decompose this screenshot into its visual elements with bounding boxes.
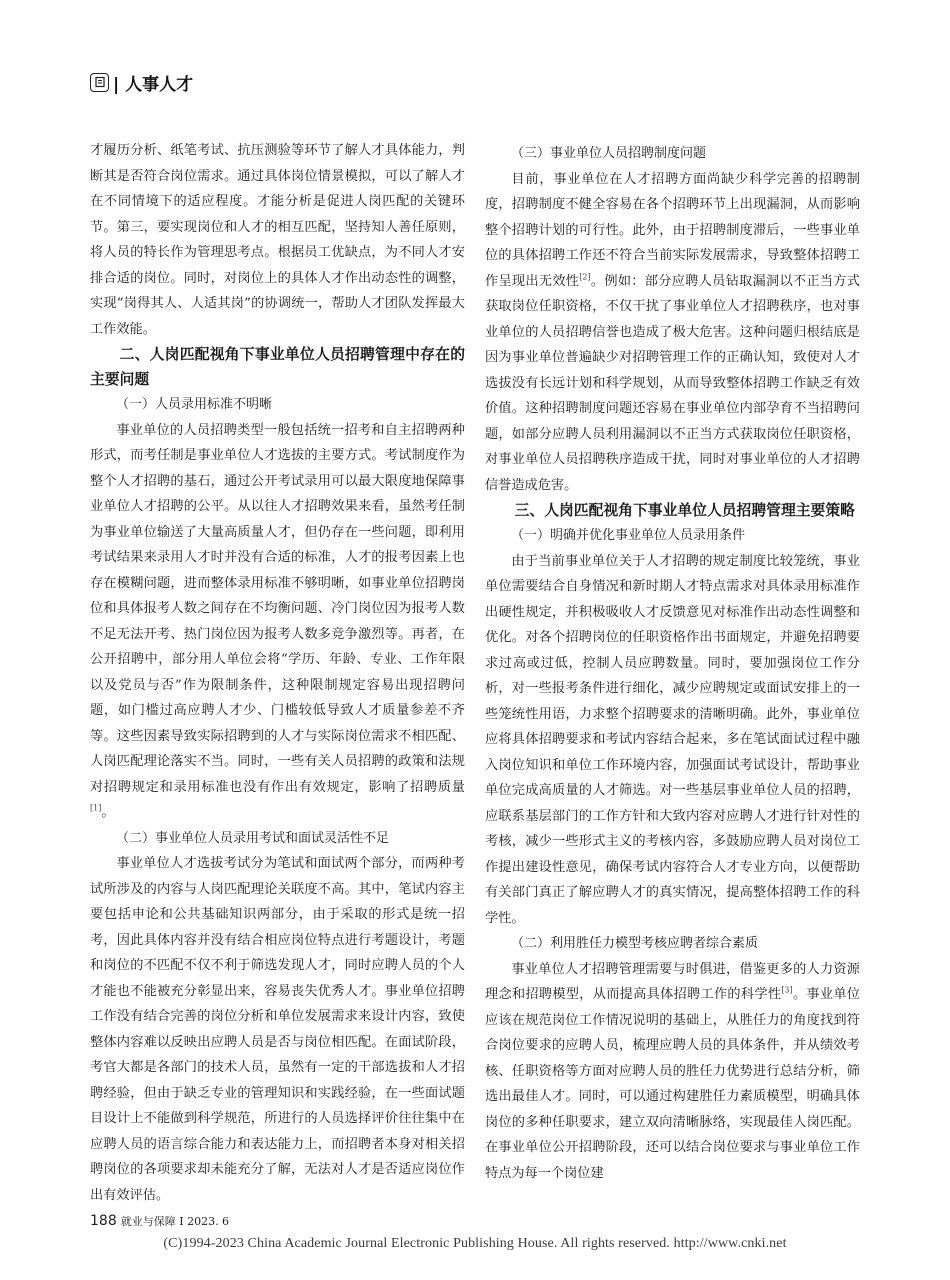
- subsection-heading: （二）利用胜任力模型考核应聘者综合素质: [511, 936, 759, 951]
- right-column: [485, 141, 860, 1186]
- subsection-heading: （一）明确并优化事业单位人员录用条件: [511, 528, 746, 543]
- paragraph: 才履历分析、纸笔考试、抗压测验等环节了解人才具体能力，判断其是否符合岗位需求。通过具体岗位情景模拟，可以了解人才在不同情境下的适应程度。才能分析是促进人岗匹配的关键环节。第三，要实现岗位和人才的相互匹配，坚持知人善任原则，将人员的特长作为管理思考点。根据员工优缺点，为不同人才安排合适的岗位。同时，对岗位上的具体人才作出动态性的调整，实现“岗得其人、人适其岗”的协调统一，帮助人才团队发挥最大工作效能。: [90, 143, 465, 337]
- section-heading: 二、人岗匹配视角下事业单位人员招聘管理中存在的主要问题: [90, 346, 465, 388]
- copyright-notice: (C)1994-2023 China Academic Journal Electronic Publishing House. All rights reserved. http://www.cnki.net: [163, 1236, 787, 1251]
- subsection-heading: （二）事业单位人员录用考试和面试灵活性不足: [116, 830, 390, 846]
- left-column: [90, 138, 465, 1208]
- section-heading: 三、人岗匹配视角下事业单位人员招聘管理主要策略: [514, 502, 855, 519]
- paragraph: 目前，事业单位在人才招聘方面尚缺少科学完善的招聘制度，招聘制度不健全容易在各个招聘环节上出现漏洞，从而影响整个招聘计划的可行性。此外，由于招聘制度滞后，一些事业单位的具体招聘工作还不符合当前实际发展需求，导致整体招聘工作呈现出无效性[2]。例如：部分应聘人员钻取漏洞以不正当方式获取岗位任职资格，不仅干扰了事业单位人才招聘秩序，也对事业单位的人员招聘信誉也造成了极大危害。这种问题归根结底是因为事业单位普遍缺少对招聘管理工作的正确认知，致使对人才选拔没有长远计划和科学规划，从而导致整体招聘工作缺乏有效价值。这种招聘制度问题还容易在事业单位内部孕育不当招聘问题，如部分应聘人员利用漏洞以不正当方式获取岗位任职资格，对事业单位人员招聘秩序造成干扰，同时对事业单位的人才招聘信誉造成危害。: [485, 171, 860, 493]
- citation: [3]: [781, 985, 793, 995]
- section-title: | 人事人才: [113, 74, 194, 95]
- citation: [1]: [90, 803, 102, 813]
- page-header: [90, 70, 193, 94]
- paragraph: 事业单位的人员招聘类型一般包括统一招考和自主招聘两种形式，而考任制是事业单位人才选拔的主要方式。考试制度作为整个人才招聘的基石，通过公开考试录用可以最大限度地保障事业单位人才招聘的公平。从以往人才招聘效果来看，虽然考任制为事业单位输送了大量高质量人才，但仍存在一些问题，即利用考试结果来录用人才时并没有合适的标准，人才的报考因素上也存在模糊问题，进而整体录用标准不够明晰，如事业单位招聘岗位和具体报考人数之间存在不均衡问题、冷门岗位因为报考人数不足无法开考、热门岗位因为报考人数多竞争激烈等。再者，在公开招聘中，部分用人单位会将“学历、年龄、专业、工作年限以及党员与否”作为限制条件，这种限制规定容易出现招聘问题，如门槛过高应聘人才少、门槛较低导致人才质量参差不齐等。这些因素导致实际招聘到的人才与实际岗位需求不相匹配、人岗匹配理论落实不当。同时，一些有关人员招聘的政策和法规对招聘规定和录用标准也没有作出有效规定，影响了招聘质量[1]。: [90, 422, 465, 820]
- journal-issue: 就业与保障 I 2023. 6: [120, 1215, 230, 1228]
- paragraph: 事业单位人才招聘管理需要与时俱进，借鉴更多的人力资源理念和招聘模型，从而提高具体招聘工作的科学性[3]。事业单位应该在规范岗位工作情况说明的基础上，从胜任力的角度找到符合岗位要求的应聘人员，梳理应聘人员的具体条件，并从绩效考核、任职资格等方面对应聘人员的胜任力优势进行总结分析，筛选出最佳人才。同时，可以通过构建胜任力素质模型，明确具体岗位的多种任职要求，建立双向清晰脉络，实现最佳人岗匹配。在事业单位公开招聘阶段，还可以结合岗位要求与事业单位工作特点为每一个岗位建: [485, 961, 860, 1181]
- page-number: 188: [90, 1213, 117, 1229]
- journal-logo-icon: [90, 73, 109, 92]
- subsection-heading: （三）事业单位人员招聘制度问题: [511, 146, 707, 161]
- paragraph: 事业单位人才选拔考试分为笔试和面试两个部分，而两种考试所涉及的内容与人岗匹配理论关联度不高。其中，笔试内容主要包括申论和公共基础知识两部分，由于采取的形式是统一招考，因此具体内容并没有结合相应岗位特点进行考题设计，考题和岗位的不匹配不仅不利于筛选发现人才，同时应聘人员的个人才能也不能被充分彰显出来，容易丧失优秀人才。事业单位招聘工作没有结合完善的岗位分析和单位发展需求来设计内容，致使整体内容难以反映出应聘人员是否与岗位相匹配。在面试阶段，考官大都是各部门的技术人员，虽然有一定的干部选拔和人才招聘经验，但由于缺乏专业的管理知识和实践经验，在一些面试题目设计上不能做到科学规范，所进行的人员选择评价往往集中在应聘人员的语言综合能力和表达能力上，而招聘者本身对相关招聘岗位的各项要求却未能充分了解，无法对人才是否适应岗位作出有效评估。: [90, 856, 465, 1203]
- citation: [2]: [579, 272, 591, 282]
- page-footer: [90, 1213, 229, 1229]
- subsection-heading: （一）人员录用标准不明晰: [116, 397, 273, 412]
- paragraph: 由于当前事业单位关于人才招聘的规定制度比较笼统，事业单位需要结合自身情况和新时期人才特点需求对具体录用标准作出硬性规定，并积极吸收人才反馈意见对标准作出动态性调整和优化。对各个招聘岗位的任职资格作出书面规定，并避免招聘要求过高或过低，控制人员应聘数量。同时，要加强岗位工作分析，对一些报考条件进行细化，减少应聘规定或面试安排上的一些笼统性用语，力求整个招聘要求的清晰明确。此外，事业单位应将具体招聘要求和考试内容结合起来，多在笔试面试过程中融入岗位知识和单位工作环境内容，加强面试考试设计，帮助事业单位完成高质量的人才筛选。对一些基层事业单位人员的招聘，应联系基层部门的工作方针和大致内容对应聘人才进行针对性的考核，减少一些形式主义的考核内容，多鼓励应聘人员对岗位工作提出建设性意见，确保考试内容符合人才专业方向，以便帮助有关部门真正了解应聘人才的真实情况，提高整体招聘工作的科学性。: [485, 553, 860, 926]
